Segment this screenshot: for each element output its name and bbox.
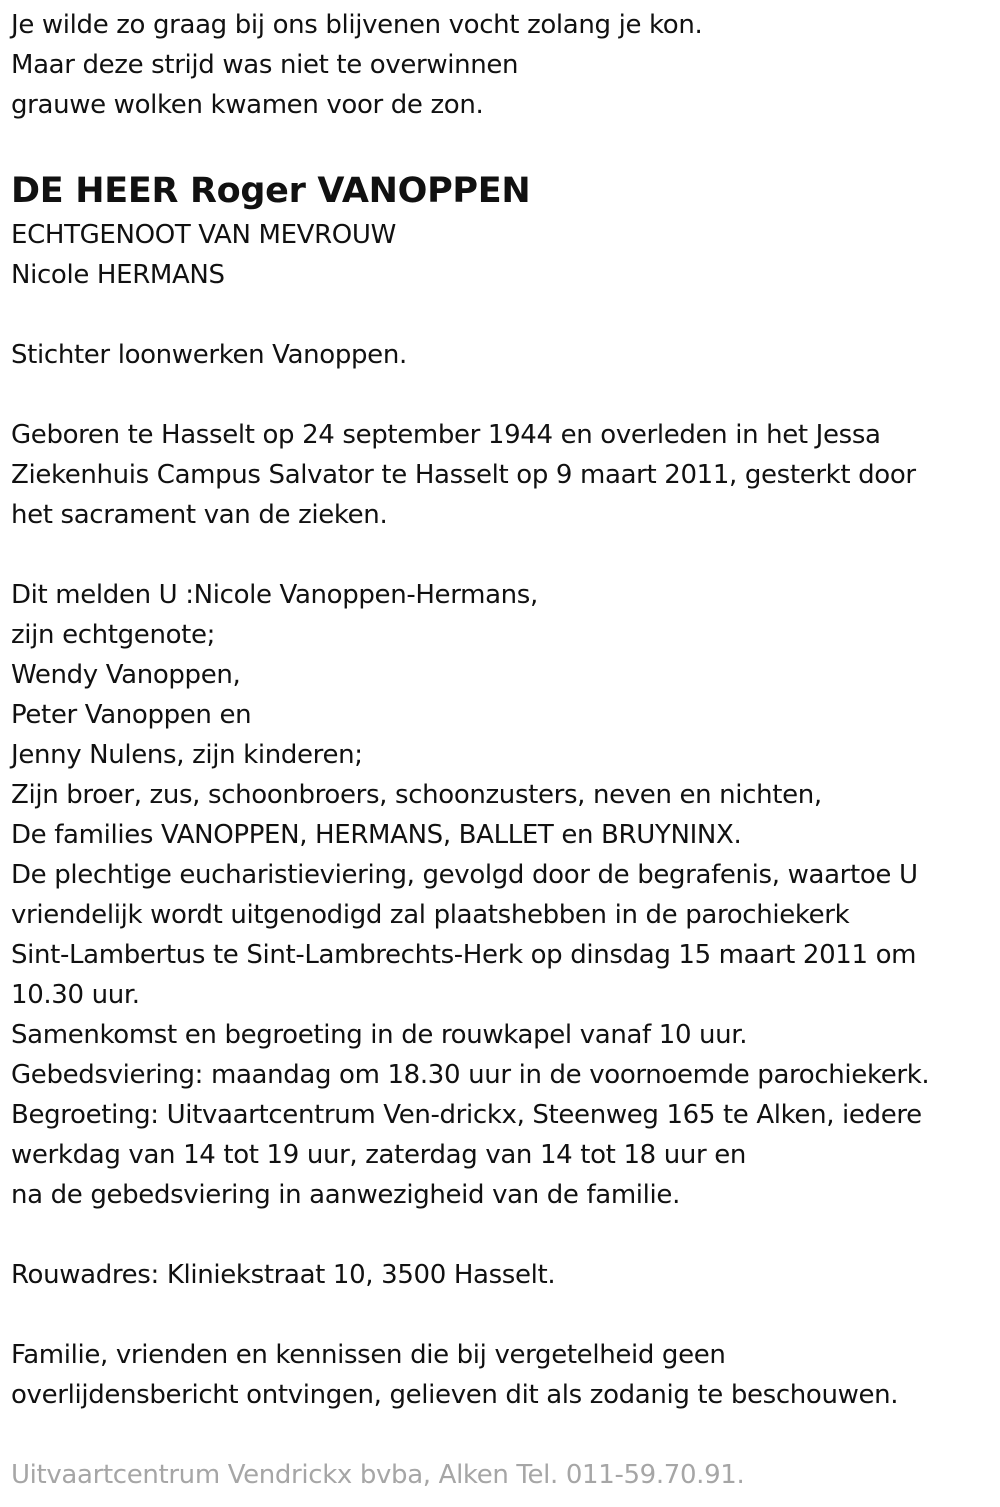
paragraph-line: Geboren te Hasselt op 24 september 1944 en overleden in het Jessa (11, 420, 881, 450)
paragraph-line: Sint-Lambertus te Sint-Lambrechts-Herk op dinsdag 15 maart 2011 om (11, 940, 917, 970)
paragraph-line: Gebedsviering: maandag om 18.30 uur in de voornoemde parochiekerk. (11, 1060, 930, 1090)
poem-line: Maar deze strijd was niet te overwinnen (11, 50, 519, 80)
paragraph-line: 10.30 uur. (11, 980, 140, 1010)
spacer (11, 1295, 991, 1335)
paragraph-line: na de gebedsviering in aanwezigheid van de familie. (11, 1180, 680, 1210)
paragraph-line: vriendelijk wordt uitgenodigd zal plaatshebben in de parochiekerk (11, 900, 850, 930)
paragraph-line: Familie, vrienden en kennissen die bij vergetelheid geen (11, 1340, 726, 1370)
paragraph-line: Begroeting: Uitvaartcentrum Ven-drickx, Steenweg 165 te Alken, iedere (11, 1100, 922, 1130)
paragraph-line: Samenkomst en begroeting in de rouwkapel vanaf 10 uur. (11, 1020, 748, 1050)
mourning-address: Rouwadres: Kliniekstraat 10, 3500 Hasselt. (11, 1260, 556, 1290)
birth-death-paragraph (11, 415, 991, 535)
poem (11, 5, 991, 125)
funeral-home-footer: Uitvaartcentrum Vendrickx bvba, Alken Tel. 011-59.70.91. (11, 1460, 745, 1490)
paragraph-line: De families VANOPPEN, HERMANS, BALLET en BRUYNINX. (11, 820, 742, 850)
spacer (11, 1215, 991, 1255)
poem-line: Je wilde zo graag bij ons blijvenen vocht zolang je kon. (11, 10, 703, 40)
spacer (11, 375, 991, 415)
announcement-paragraph (11, 575, 991, 1215)
paragraph-line: Wendy Vanoppen, (11, 660, 241, 690)
deceased-name: DE HEER Roger VANOPPEN (11, 171, 531, 211)
paragraph-line: werkdag van 14 tot 19 uur, zaterdag van 14 tot 18 uur en (11, 1140, 747, 1170)
paragraph-line: overlijdensbericht ontvingen, gelieven dit als zodanig te beschouwen. (11, 1380, 899, 1410)
paragraph-line: Zijn broer, zus, schoonbroers, schoonzusters, neven en nichten, (11, 780, 822, 810)
relation-label: ECHTGENOOT VAN MEVROUW (11, 220, 396, 250)
paragraph-line: zijn echtgenote; (11, 620, 216, 650)
paragraph-line: Dit melden U :Nicole Vanoppen-Hermans, (11, 580, 538, 610)
paragraph-line: Ziekenhuis Campus Salvator te Hasselt op 9 maart 2011, gesterkt door (11, 460, 916, 490)
paragraph-line: Jenny Nulens, zijn kinderen; (11, 740, 363, 770)
poem-line: grauwe wolken kwamen voor de zon. (11, 90, 484, 120)
obituary-page (11, 0, 991, 1495)
spacer (11, 295, 991, 335)
paragraph-line: De plechtige eucharistieviering, gevolgd door de begrafenis, waartoe U (11, 860, 918, 890)
paragraph-line: het sacrament van de zieken. (11, 500, 388, 530)
spouse-name: Nicole HERMANS (11, 260, 225, 290)
spacer (11, 1415, 991, 1455)
paragraph-line: Peter Vanoppen en (11, 700, 252, 730)
spacer (11, 535, 991, 575)
founder-text: Stichter loonwerken Vanoppen. (11, 340, 407, 370)
notice-paragraph (11, 1335, 991, 1415)
